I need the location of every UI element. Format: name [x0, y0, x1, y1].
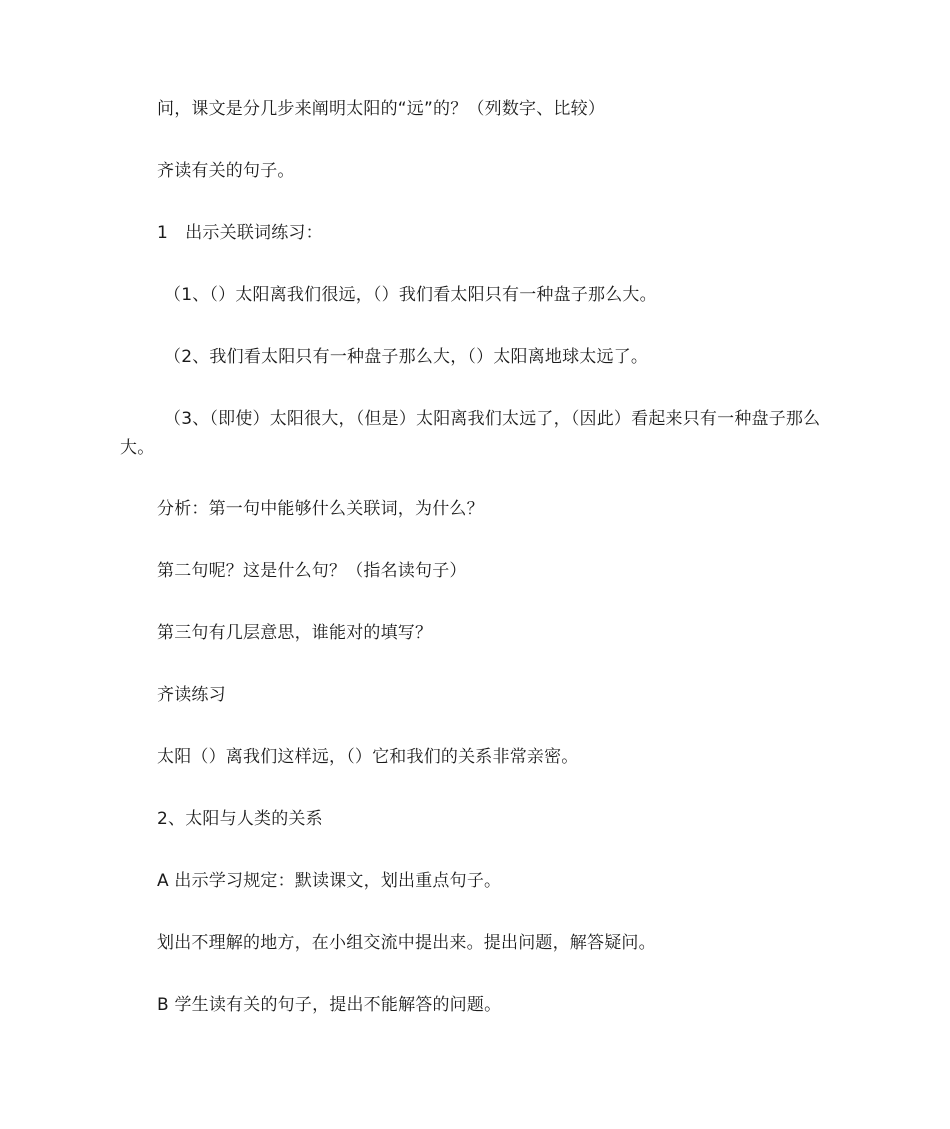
- paragraph-third-sentence: 第三句有几层意思，谁能对的填写？: [157, 623, 433, 643]
- paragraph-study-rules: A 出示学习规定：默读课文，划出重点句子。: [157, 871, 502, 891]
- paragraph-analysis: 分析：第一句中能够什么关联词，为什么？: [157, 499, 484, 519]
- paragraph-conjunction-exercise: 1 出示关联词练习：: [157, 223, 323, 243]
- paragraph-exercise-3: （3、（即使）太阳很大，（但是）太阳离我们太远了，（因此）看起来只有一种盘子那么大。: [120, 409, 821, 458]
- paragraph-sun-close: 太阳（）离我们这样远，（）它和我们的关系非常亲密。: [157, 747, 579, 767]
- paragraph-exercise-1: （1、（）太阳离我们很远，（）我们看太阳只有一种盘子那么大。: [164, 285, 657, 305]
- paragraph-sun-human-relation: 2、太阳与人类的关系: [157, 809, 323, 829]
- paragraph-exercise-2: （2、我们看太阳只有一种盘子那么大，（）太阳离地球太远了。: [164, 347, 649, 367]
- paragraph-second-sentence: 第二句呢？这是什么句？（指名读句子）: [157, 561, 467, 581]
- paragraph-read-practice: 齐读练习: [157, 685, 226, 705]
- paragraph-read-together: 齐读有关的句子。: [157, 161, 295, 181]
- paragraph-student-read: B 学生读有关的句子，提出不能解答的问题。: [157, 995, 502, 1015]
- paragraph-mark-unclear: 划出不理解的地方，在小组交流中提出来。提出问题，解答疑问。: [157, 933, 656, 953]
- paragraph-question-distance: 问，课文是分几步来阐明太阳的“远”的？（列数字、比较）: [157, 99, 606, 119]
